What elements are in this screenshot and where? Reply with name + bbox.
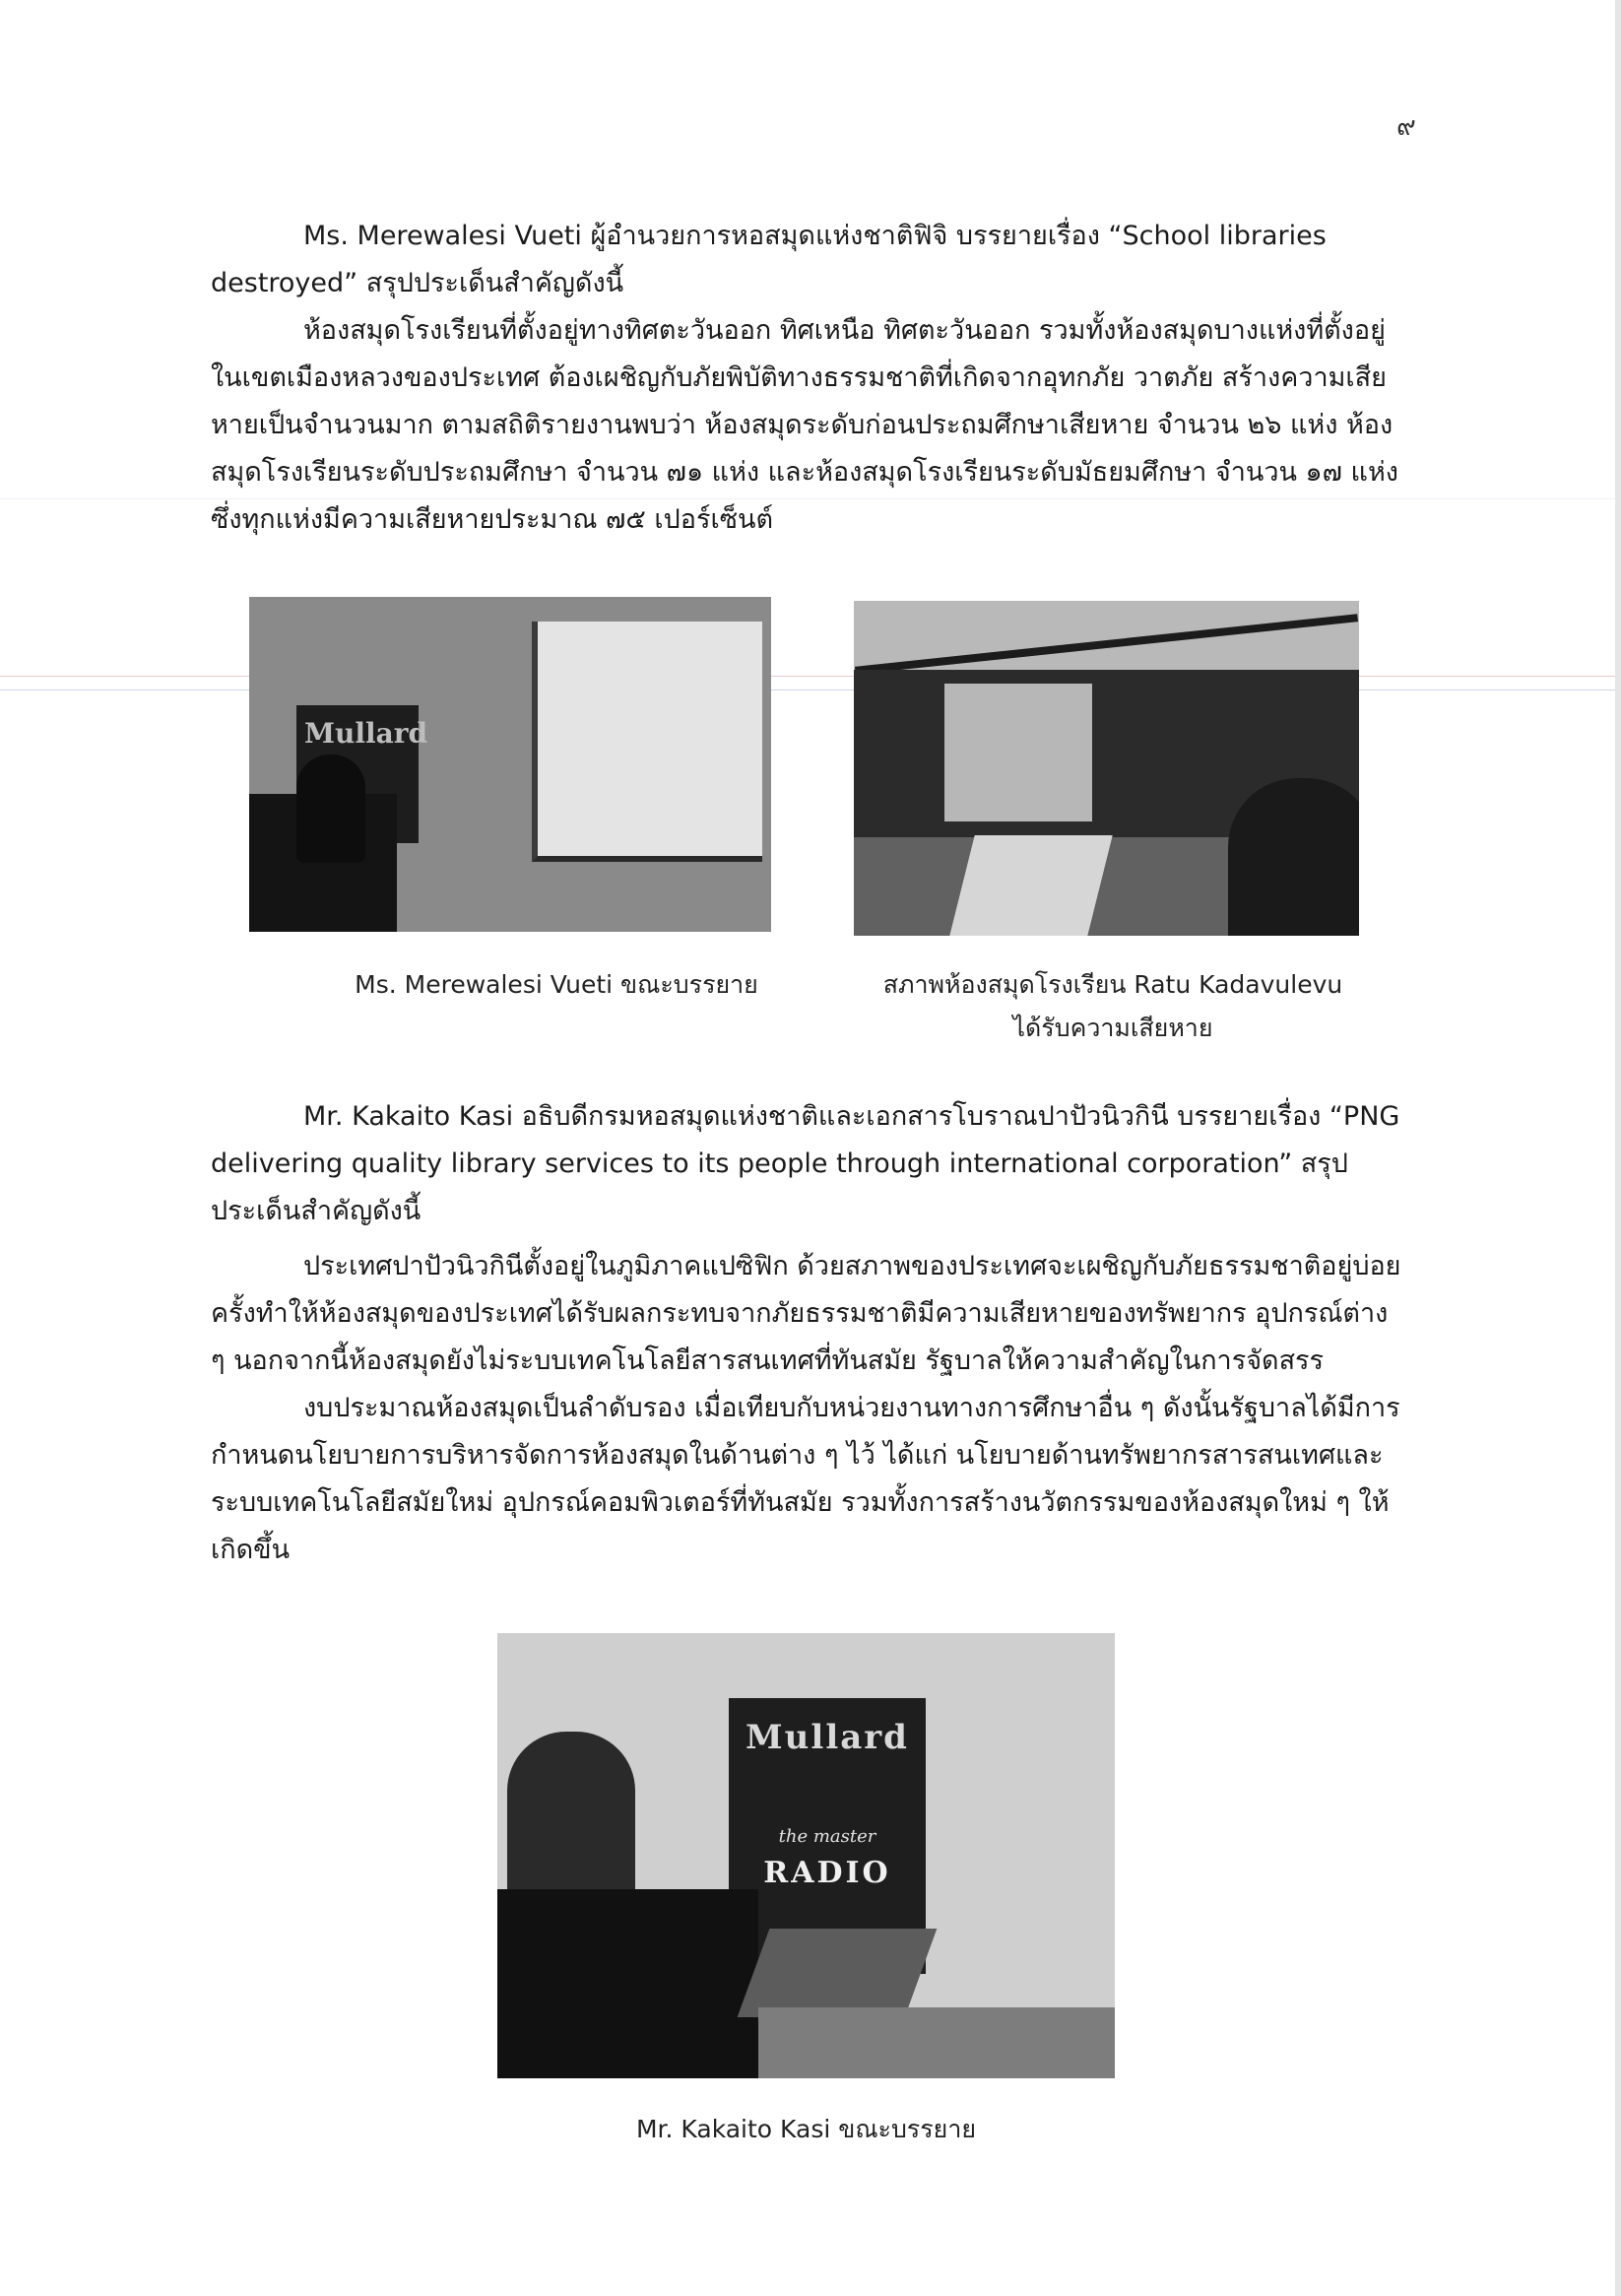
scan-artifact-line xyxy=(0,676,1621,677)
doorway xyxy=(944,684,1092,821)
paragraph-kasi-intro: Mr. Kakaito Kasi อธิบดีกรมหอสมุดแห่งชาติและเอกสารโบราณปาปัวนิวกินี บรรยายเรื่อง “PNG delivering quality library services to its people through international corporation” สรุปประเด็นสำคัญดังนี้ xyxy=(211,1101,1400,1226)
paragraph-school-libraries: ห้องสมุดโรงเรียนที่ตั้งอยู่ทางทิศตะวันออก ทิศเหนือ ทิศตะวันออก รวมทั้งห้องสมุดบางแห่งที่ตั้งอยู่ในเขตเมืองหลวงของประเทศ ต้องเผชิญกับภัยพิบัติทางธรรมชาติที่เกิดจากอุทกภัย วาตภัย สร้างความเสียหายเป็นจำนวนมาก ตามสถิติรายงานพบว่า ห้องสมุดระดับก่อนประถมศึกษาเสียหาย จำนวน ๒๖ แห่ง ห้องสมุดโรงเรียนระดับประถมศึกษา จำนวน ๗๑ แห่ง และห้องสมุดโรงเรียนระดับมัธยมศึกษา จำนวน ๑๗ แห่ง ซึ่งทุกแห่งมีความเสียหายประมาณ ๗๕ เปอร์เซ็นต์ xyxy=(211,315,1398,535)
scan-artifact-line xyxy=(0,689,1621,690)
photo-damaged-library xyxy=(854,601,1359,936)
speaker-figure xyxy=(296,754,365,863)
photo-kasi-lecture xyxy=(497,1633,1115,2078)
caption-line: สภาพห้องสมุดโรงเรียน Ratu Kadavulevu xyxy=(882,970,1343,999)
caption-kasi: Mr. Kakaito Kasi ขณะบรรยาย xyxy=(635,2115,977,2143)
page-edge-shadow xyxy=(1615,0,1621,2296)
walkway xyxy=(949,835,1112,936)
caption-vueti: Ms. Merewalesi Vueti ขณะบรรยาย xyxy=(355,970,758,999)
poster-logo: Mullard xyxy=(304,717,428,750)
caption-line: ได้รับความเสียหาย xyxy=(1012,1014,1213,1042)
poster-product: RADIO xyxy=(763,1856,891,1890)
bush xyxy=(1228,778,1359,936)
podium xyxy=(497,1889,758,2078)
paragraph-vueti-intro: Ms. Merewalesi Vueti ผู้อำนวยการหอสมุดแห่งชาติฟิจิ บรรยายเรื่อง “School libraries destroyed” สรุปประเด็นสำคัญดังนี้ xyxy=(211,221,1327,298)
laptop xyxy=(738,1929,938,2017)
paragraph-png-policy: งบประมาณห้องสมุดเป็นลำดับรอง เมื่อเทียบกับหน่วยงานทางการศึกษาอื่น ๆ ดังนั้นรัฐบาลได้มีการกำหนดนโยบายการบริหารจัดการห้องสมุดในด้านต่าง ๆ ไว้ ได้แก่ นโยบายด้านทรัพยากรสารสนเทศและระบบเทคโนโลยีสมัยใหม่ อุปกรณ์คอมพิวเตอร์ที่ทันสมัย รวมทั้งการสร้างนวัตกรรมของห้องสมุดใหม่ ๆ ให้เกิดขึ้น xyxy=(211,1393,1400,1565)
poster-tagline: the master xyxy=(778,1826,876,1847)
paragraph-png-libraries: ประเทศปาปัวนิวกินีตั้งอยู่ในภูมิภาคแปซิฟิก ด้วยสภาพของประเทศจะเผชิญกับภัยธรรมชาติอยู่บ่อยครั้งทำให้ห้องสมุดของประเทศได้รับผลกระทบจากภัยธรรมชาติมีความเสียหายของทรัพยากร อุปกรณ์ต่าง ๆ นอกจากนี้ห้องสมุดยังไม่ระบบเทคโนโลยีสารสนเทศที่ทันสมัย รัฐบาลให้ความสำคัญในการจัดสรร xyxy=(211,1251,1401,1376)
projector-screen xyxy=(532,622,762,862)
page-number: ๙ xyxy=(1396,111,1416,142)
photo-vueti-lecture xyxy=(249,597,771,932)
table xyxy=(758,2007,1115,2078)
poster-logo: Mullard xyxy=(746,1718,909,1757)
caption-library-damage xyxy=(817,963,1408,1050)
